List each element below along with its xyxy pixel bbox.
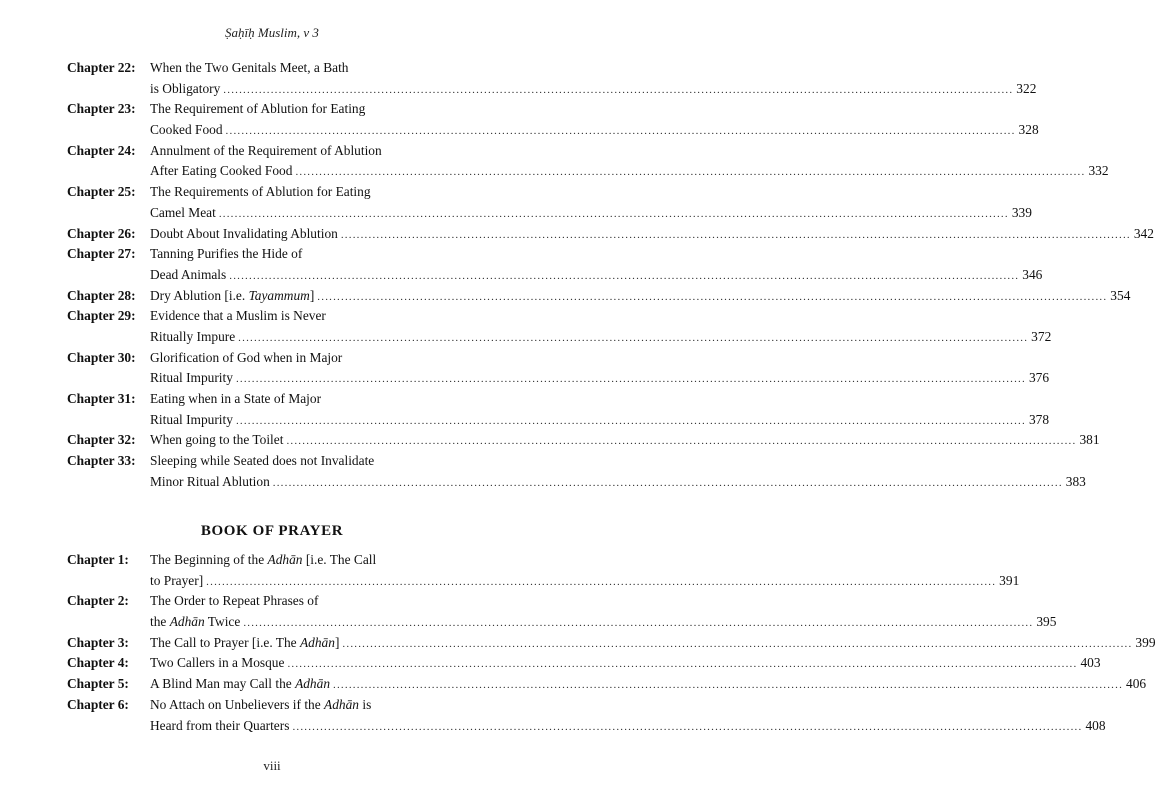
toc-line xyxy=(67,327,1052,348)
toc-line xyxy=(67,79,1037,100)
toc-line xyxy=(67,58,477,79)
toc-entry xyxy=(67,306,1052,347)
page-number: 354 xyxy=(1110,287,1131,303)
dot-leader: ........................................................................................................................................................................................................ xyxy=(223,83,1014,96)
page-folio: viii xyxy=(263,758,281,773)
dot-leader: ........................................................................................................................................................................................................ xyxy=(342,637,1133,650)
book-heading: BOOK OF PRAYER xyxy=(200,523,344,539)
toc-line xyxy=(67,612,1057,633)
dot-leader: ........................................................................................................................................................................................................ xyxy=(235,373,1026,386)
toc-line xyxy=(67,571,1020,592)
chapter-label: Chapter 6: xyxy=(67,696,129,712)
dot-leader: ........................................................................................................................................................................................................ xyxy=(225,125,1016,138)
chapter-title-line: Doubt About Invalidating Ablution xyxy=(150,225,338,241)
chapter-title-line: Sleeping while Seated does not Invalidate xyxy=(150,453,375,469)
toc-section-chapters-22-33 xyxy=(67,58,1154,492)
chapter-title-line: Glorification of God when in Major xyxy=(150,349,343,365)
toc-entry xyxy=(67,99,1039,140)
dot-leader: ........................................................................................................................................................................................................ xyxy=(235,414,1026,427)
chapter-title-line: Ritually Impure xyxy=(150,328,236,344)
dot-leader: ........................................................................................................................................................................................................ xyxy=(286,435,1077,448)
dot-leader: ........................................................................................................................................................................................................ xyxy=(340,228,1131,241)
dot-leader: ........................................................................................................................................................................................................ xyxy=(229,269,1020,282)
dot-leader: ........................................................................................................................................................................................................ xyxy=(238,331,1029,344)
toc-line xyxy=(67,368,1050,389)
chapter-label: Chapter 1: xyxy=(67,552,129,567)
chapter-title-line: Dry Ablution [i.e. Tayammum] xyxy=(150,287,315,303)
page-number: 372 xyxy=(1031,328,1052,344)
toc-entry xyxy=(67,674,1147,695)
chapter-title-line: Ritual Impurity xyxy=(150,411,233,427)
chapter-label: Chapter 4: xyxy=(67,655,129,671)
toc-entry xyxy=(67,244,1043,285)
chapter-label: Chapter 31: xyxy=(67,391,136,406)
chapter-label: Chapter 30: xyxy=(67,349,136,365)
chapter-title-line: Ritual Impurity xyxy=(150,370,233,386)
chapter-label: Chapter 33: xyxy=(67,453,136,469)
toc-line xyxy=(67,695,477,716)
chapter-label: Chapter 26: xyxy=(67,225,136,241)
toc-line xyxy=(67,182,477,203)
chapter-title-line: Evidence that a Muslim is Never xyxy=(150,308,326,324)
toc-entry xyxy=(67,695,1106,736)
page-number: 383 xyxy=(1065,473,1086,489)
chapter-label: Chapter 2: xyxy=(67,593,129,609)
toc-line xyxy=(67,716,1106,737)
chapter-label: Chapter 32: xyxy=(67,432,136,448)
chapter-label: Chapter 3: xyxy=(67,634,129,650)
chapter-title-line: Eating when in a State of Major xyxy=(150,391,322,406)
page-number: 378 xyxy=(1028,411,1050,427)
toc-entry xyxy=(67,224,1154,245)
chapter-label: Chapter 5: xyxy=(67,676,129,692)
toc-line xyxy=(67,410,1050,431)
chapter-title-line: Tanning Purifies the Hide of xyxy=(150,246,303,262)
page-number: 403 xyxy=(1080,655,1101,671)
chapter-title-line: After Eating Cooked Food xyxy=(150,163,293,179)
chapter-title-line: Camel Meat xyxy=(150,204,216,220)
toc-entry xyxy=(67,591,1057,632)
toc-line xyxy=(67,265,1043,286)
chapter-label: Chapter 28: xyxy=(67,287,136,303)
dot-leader: ........................................................................................................................................................................................................ xyxy=(292,720,1083,733)
toc-line xyxy=(67,99,477,120)
chapter-label: Chapter 23: xyxy=(67,101,136,117)
dot-leader: ........................................................................................................................................................................................................ xyxy=(218,207,1009,220)
chapter-title-line: The Requirement of Ablution for Eating xyxy=(150,101,366,117)
toc-line xyxy=(67,244,477,265)
toc-line xyxy=(67,653,1101,674)
toc-line xyxy=(67,674,1147,695)
dot-leader: ........................................................................................................................................................................................................ xyxy=(333,679,1124,692)
chapter-title-line: A Blind Man may Call the Adhān xyxy=(150,676,331,692)
chapter-title-line: the Adhān Twice xyxy=(150,614,241,630)
toc-line xyxy=(67,348,477,369)
toc-line xyxy=(67,389,477,410)
page-number: 406 xyxy=(1126,676,1147,692)
dot-leader: ........................................................................................................................................................................................................ xyxy=(206,575,997,588)
chapter-title-line: Two Callers in a Mosque xyxy=(150,655,285,671)
dot-leader: ........................................................................................................................................................................................................ xyxy=(243,617,1034,630)
toc-entry xyxy=(67,58,1037,99)
page-number: 399 xyxy=(1135,634,1156,650)
page-number: 408 xyxy=(1085,717,1106,733)
page-number: 346 xyxy=(1022,266,1043,282)
dot-leader: ........................................................................................................................................................................................................ xyxy=(287,658,1078,671)
chapter-title-line: Heard from their Quarters xyxy=(150,717,290,733)
dot-leader: ........................................................................................................................................................................................................ xyxy=(272,476,1063,489)
toc-entry xyxy=(67,389,1050,430)
page-number: 332 xyxy=(1088,163,1109,179)
toc-line xyxy=(67,430,1100,451)
toc-line xyxy=(67,633,1156,654)
running-head: Ṣaḥīḥ Muslim, v 3 xyxy=(225,25,319,40)
toc-section-book-of-prayer xyxy=(67,550,1156,736)
toc-entry xyxy=(67,550,1020,591)
chapter-label: Chapter 29: xyxy=(67,308,136,324)
chapter-title-line: is Obligatory xyxy=(150,80,221,96)
chapter-label: Chapter 27: xyxy=(67,246,136,262)
page-number: 381 xyxy=(1079,432,1100,448)
dot-leader: ........................................................................................................................................................................................................ xyxy=(317,290,1108,303)
toc-line xyxy=(67,286,1131,307)
chapter-title-line: Minor Ritual Ablution xyxy=(150,473,270,489)
toc-entry xyxy=(67,451,1086,492)
chapter-title-line: Dead Animals xyxy=(150,266,227,282)
page-number: 339 xyxy=(1011,204,1032,220)
chapter-title-line: The Call to Prayer [i.e. The Adhān] xyxy=(150,634,340,650)
toc-entry xyxy=(67,182,1032,223)
toc-line xyxy=(67,203,1032,224)
toc-entry xyxy=(67,348,1050,389)
chapter-label: Chapter 24: xyxy=(67,142,136,158)
chapter-title-line: When the Two Genitals Meet, a Bath xyxy=(150,60,349,75)
dot-leader: ........................................................................................................................................................................................................ xyxy=(295,166,1086,179)
chapter-title-line: The Beginning of the Adhān [i.e. The Call xyxy=(150,552,377,567)
chapter-title-line: The Order to Repeat Phrases of xyxy=(150,593,319,609)
page-number: 342 xyxy=(1133,225,1154,241)
chapter-label: Chapter 25: xyxy=(67,184,136,200)
toc-line xyxy=(67,591,477,612)
toc-line xyxy=(67,120,1039,141)
toc-entry xyxy=(67,633,1156,654)
toc-line xyxy=(67,306,477,327)
page-number: 376 xyxy=(1028,370,1050,386)
toc-entry xyxy=(67,430,1100,451)
toc-line xyxy=(67,472,1086,493)
page-number: 391 xyxy=(999,572,1020,588)
page-number: 328 xyxy=(1018,122,1039,138)
page-number: 322 xyxy=(1016,80,1037,96)
toc-entry xyxy=(67,286,1131,307)
toc-line xyxy=(67,224,1154,245)
toc-entry xyxy=(67,141,1109,182)
chapter-title-line: to Prayer] xyxy=(150,572,204,588)
chapter-title-line: Annulment of the Requirement of Ablution xyxy=(150,142,382,158)
page-number: 395 xyxy=(1036,614,1057,630)
toc-line xyxy=(67,550,477,571)
toc-line xyxy=(67,451,477,472)
chapter-title-line: When going to the Toilet xyxy=(150,432,284,448)
chapter-title-line: Cooked Food xyxy=(150,122,223,138)
chapter-label: Chapter 22: xyxy=(67,60,136,75)
toc-entry xyxy=(67,653,1101,674)
toc-line xyxy=(67,141,477,162)
chapter-title-line: No Attach on Unbelievers if the Adhān is xyxy=(150,696,372,712)
chapter-title-line: The Requirements of Ablution for Eating xyxy=(150,184,371,200)
toc-line xyxy=(67,161,1109,182)
